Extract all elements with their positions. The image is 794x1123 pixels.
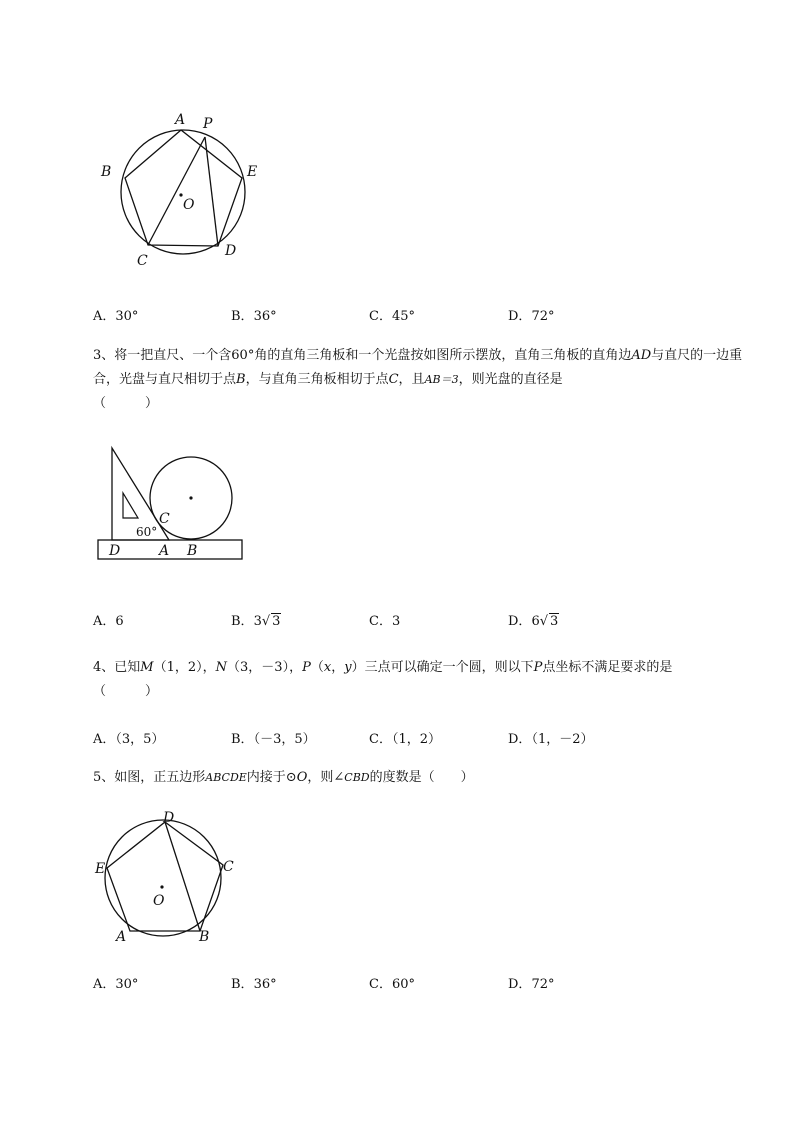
q4-option-a: A．（3，5）	[93, 732, 165, 747]
label-b: B	[101, 164, 112, 180]
q4-option-d: D．（1，－2）	[508, 732, 594, 747]
q3-option-a: A．6	[93, 614, 124, 629]
label-o: O	[183, 197, 195, 213]
q5-option-b: B．36°	[231, 977, 277, 992]
q5-option-a: A．30°	[93, 977, 139, 992]
circle-o	[105, 820, 221, 936]
q3-option-d: D．6√ 3	[508, 614, 559, 629]
label-b: B	[187, 543, 198, 559]
q4-option-c: C．（1，2）	[369, 732, 441, 747]
label-60-degree: 60°	[136, 525, 158, 539]
label-p: P	[203, 116, 213, 132]
segment-db	[165, 822, 200, 931]
set-square-inner	[123, 493, 138, 518]
label-c: C	[223, 859, 234, 875]
segment-pc	[148, 137, 205, 245]
q2-option-d: D．72°	[508, 309, 555, 324]
q5-option-d: D．72°	[508, 977, 555, 992]
label-e: E	[247, 164, 258, 180]
circle-o	[121, 130, 245, 254]
label-d: D	[225, 243, 237, 259]
q2-option-a: A．30°	[93, 309, 139, 324]
label-d: D	[109, 543, 121, 559]
figure-q5-inscribed-pentagon	[93, 810, 243, 950]
q2-option-b: B．36°	[231, 309, 277, 324]
question-4-text: 4、已知M（1，2），N（3，－3），P（x，y）三点可以确定一个圆，则以下P点坐标不满足要求的是 （ ）	[93, 660, 673, 699]
q3-option-b: B．3√ 3	[231, 614, 281, 629]
label-c: C	[159, 511, 170, 527]
center-dot	[160, 885, 163, 888]
q4-option-b: B．（－3，5）	[231, 732, 316, 747]
q5-option-c: C．60°	[369, 977, 415, 992]
label-a: A	[159, 543, 170, 559]
q2-option-c: C．45°	[369, 309, 415, 324]
label-d: D	[163, 810, 175, 826]
label-e: E	[95, 861, 106, 877]
label-a: A	[175, 112, 186, 128]
label-o: O	[153, 893, 165, 909]
sqrt-sign: √	[261, 614, 271, 629]
question-3-text: 3、将一把直尺、一个含60°角的直角三角板和一个光盘按如图所示摆放，直角三角板的直角边AD与直尺的一边重合，光盘与直尺相切于点B，与直角三角板相切于点C，且AB＝3，则光盘的直径是 （ ）	[93, 348, 743, 411]
pentagon-abcde	[125, 130, 242, 246]
disc-center	[189, 496, 192, 499]
label-c: C	[137, 253, 148, 269]
q3-option-c: C．3	[369, 614, 401, 629]
question-5-text: 5、如图，正五边形ABCDE内接于⊙O，则∠CBD的度数是（ ）	[93, 770, 474, 785]
label-b: B	[199, 929, 210, 945]
sqrt-sign: √	[539, 614, 549, 629]
figure-q2-circle-pentagon	[95, 108, 265, 273]
label-a: A	[116, 929, 127, 945]
figure-q3-ruler-triangle-disc	[95, 445, 250, 565]
